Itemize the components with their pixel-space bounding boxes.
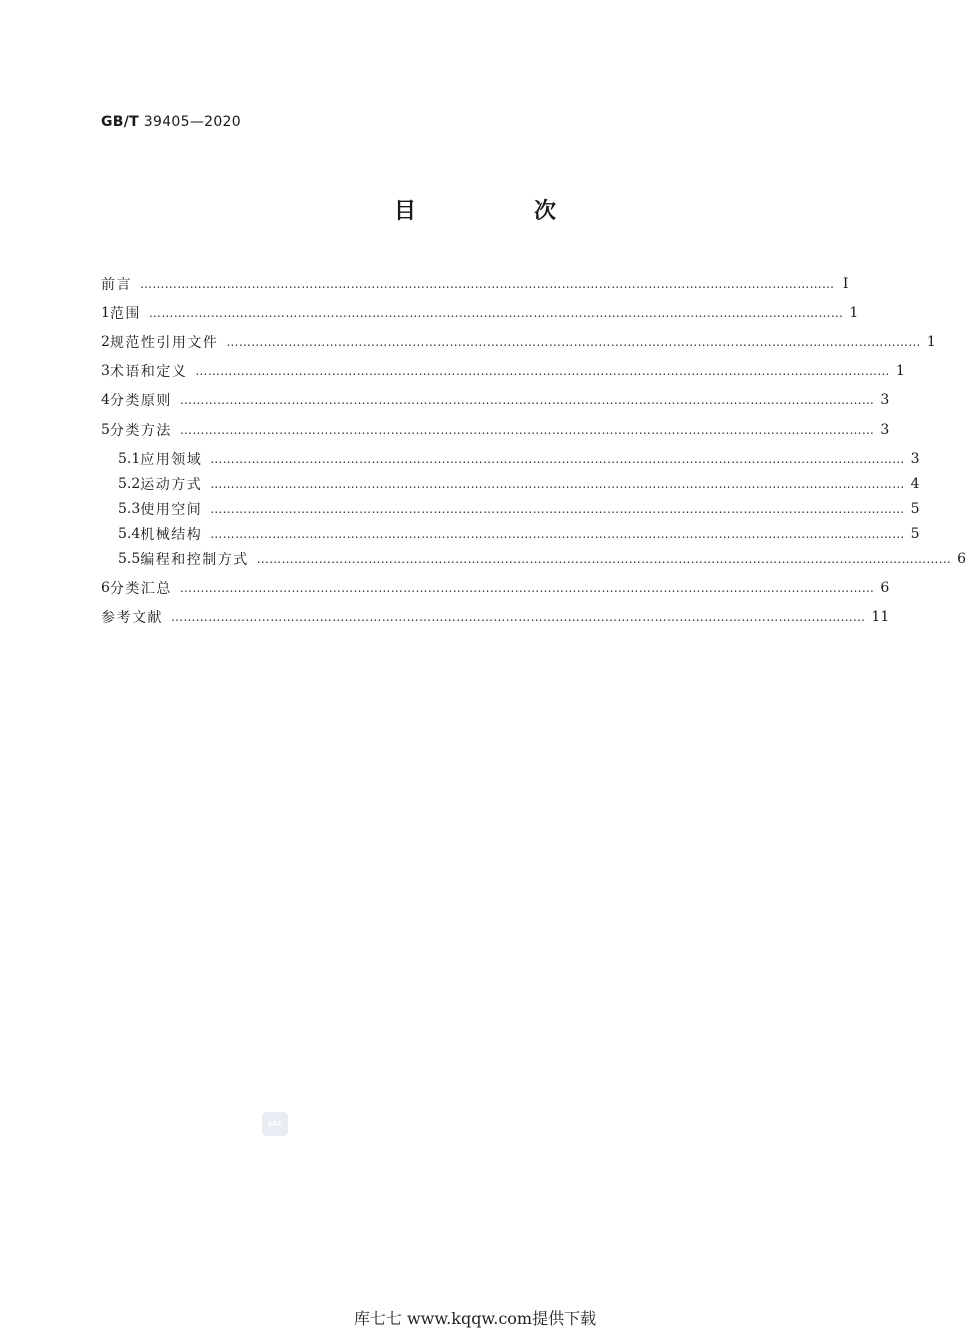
toc-entry[interactable] (101, 576, 890, 600)
toc-entry[interactable] (101, 447, 920, 471)
toc-entry-page: 5 (910, 501, 920, 517)
toc-entry-page: 6 (957, 551, 966, 567)
toc-entry[interactable] (101, 359, 905, 383)
toc-entry[interactable] (101, 301, 859, 325)
toc-entry-label: 机械结构 (140, 527, 203, 543)
toc-entry[interactable] (101, 497, 920, 521)
toc-entry-number: 4 (101, 392, 110, 408)
toc-entry-label: 编程和控制方式 (140, 552, 249, 568)
toc-entry-number: 6 (101, 580, 110, 596)
toc-entry-label: 术语和定义 (109, 364, 188, 380)
sac-logo-watermark: SAC (262, 1112, 288, 1136)
toc-dot-leader: …………………………………………………………………………………………………………………………………………………… (195, 364, 890, 378)
toc-entry-page: 1 (849, 305, 859, 321)
toc-title: 目 次 (393, 199, 604, 224)
footer-download-note: 库七七 www.kqqw.com提供下载 (353, 1309, 597, 1328)
standard-prefix: GB/T (101, 114, 140, 130)
toc-entry-page: 3 (880, 422, 890, 438)
toc-entry[interactable] (101, 418, 890, 442)
toc-entry-page: 11 (871, 609, 890, 625)
toc-entry-number: 5.2 (118, 476, 141, 492)
toc-entry[interactable] (101, 547, 966, 571)
toc-entry-page: Ⅰ (842, 276, 849, 292)
toc-entry-page: 3 (910, 451, 920, 467)
toc-entry-page: 5 (910, 526, 920, 542)
toc-entry-page: 1 (895, 363, 905, 379)
toc-dot-leader: …………………………………………………………………………………………………………………………………………………… (148, 306, 844, 320)
toc-entry-label: 分类原则 (109, 393, 172, 409)
toc-entry-page: 1 (926, 334, 936, 350)
toc-entry[interactable] (101, 605, 890, 629)
toc-entry-number: 5.3 (118, 501, 141, 517)
toc-dot-leader: …………………………………………………………………………………………………………………………………………………… (210, 452, 905, 466)
toc-dot-leader: …………………………………………………………………………………………………………………………………………………… (210, 502, 905, 516)
toc-entry[interactable] (101, 330, 936, 354)
toc-entry[interactable] (101, 272, 849, 296)
toc-entry-page: 3 (880, 392, 890, 408)
toc-dot-leader: …………………………………………………………………………………………………………………………………………………… (179, 393, 875, 407)
toc-entry-label: 分类汇总 (109, 581, 172, 597)
toc-dot-leader: …………………………………………………………………………………………………………………………………………………… (171, 610, 866, 624)
toc-dot-leader: …………………………………………………………………………………………………………………………………………………… (179, 423, 875, 437)
toc-entry-label: 参考文献 (101, 610, 163, 626)
toc-entry-number: 5.4 (118, 526, 141, 542)
toc-entry[interactable] (101, 388, 890, 412)
toc-entry-number: 3 (101, 363, 110, 379)
toc-entry-label: 范围 (109, 306, 141, 322)
toc-dot-leader: …………………………………………………………………………………………………………………………………………………… (256, 552, 952, 566)
toc-dot-leader: …………………………………………………………………………………………………………………………………………………… (210, 477, 905, 491)
standard-number: 39405—2020 (143, 114, 241, 130)
toc-entry-number: 5.1 (118, 451, 141, 467)
toc-entry-label: 使用空间 (140, 502, 203, 518)
toc-entry-number: 5 (101, 422, 110, 438)
toc-entry[interactable] (101, 522, 920, 546)
toc-dot-leader: …………………………………………………………………………………………………………………………………………………… (226, 335, 921, 349)
toc-dot-leader: …………………………………………………………………………………………………………………………………………………… (179, 581, 875, 595)
toc-entry-label: 应用领域 (140, 452, 203, 468)
toc-entry[interactable] (101, 472, 920, 496)
toc-entry-label: 分类方法 (109, 423, 172, 439)
toc-dot-leader: …………………………………………………………………………………………………………………………………………………… (140, 277, 835, 291)
toc-entry-label: 前言 (101, 277, 132, 293)
toc-dot-leader: …………………………………………………………………………………………………………………………………………………… (210, 527, 905, 541)
toc-entry-label: 规范性引用文件 (109, 335, 219, 351)
toc-entry-page: 6 (880, 580, 890, 596)
toc-entry-page: 4 (910, 476, 920, 492)
toc-entry-number: 5.5 (118, 551, 141, 567)
toc-entry-label: 运动方式 (140, 477, 203, 493)
toc-entry-number: 2 (101, 334, 110, 350)
standard-code (101, 114, 241, 130)
toc-entry-number: 1 (101, 305, 110, 321)
